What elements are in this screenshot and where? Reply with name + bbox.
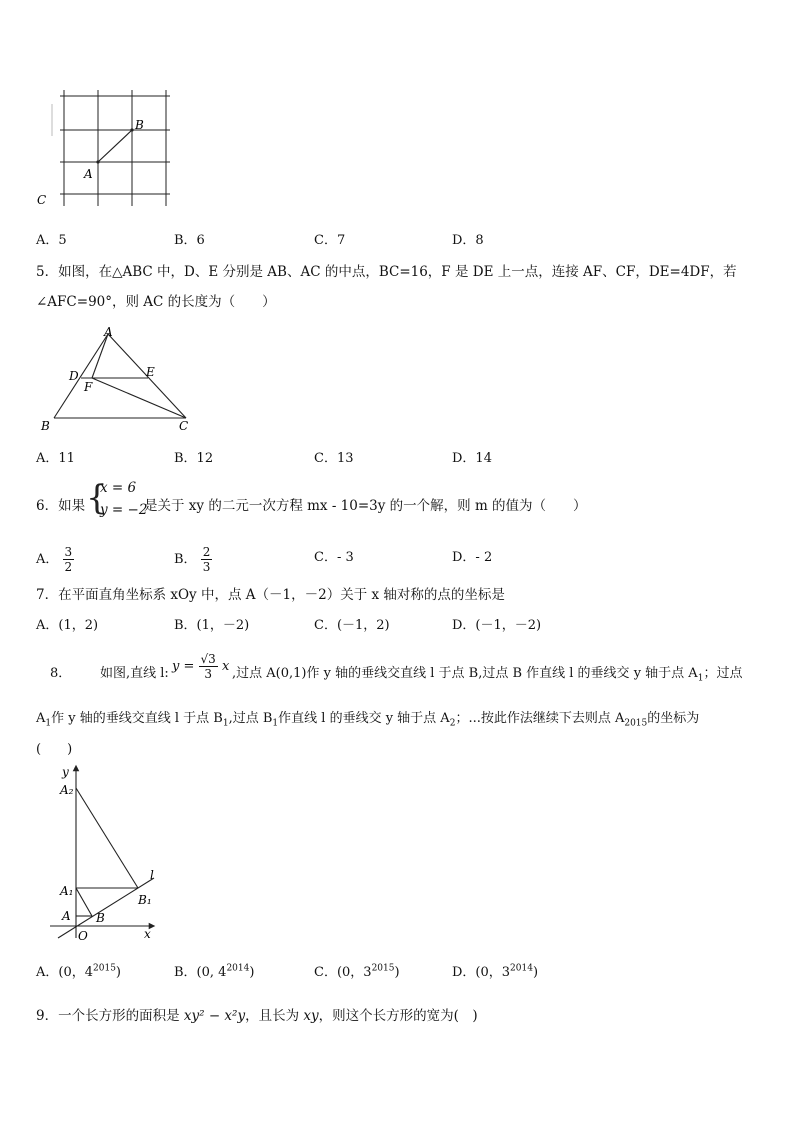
q6-system-line2: y = −2 [100,502,148,518]
q4-grid-figure [36,84,186,214]
q6-option-a[interactable] [36,545,74,574]
q5-label-b: B [41,419,50,433]
q4-options [36,229,756,249]
q8-option-d[interactable] [452,961,538,980]
q6-option-a-denominator: 2 [64,560,73,574]
q8-label-a2: A₂ [60,783,74,797]
q8-text-2a: A [36,711,46,726]
q5-options [36,447,756,467]
q7-option-b[interactable]: B．(1，－2) [174,618,250,633]
q8-option-c[interactable] [314,961,400,980]
q8-text-2d: 作直线 l 的垂线交 y 轴于点 A [278,711,450,726]
q8-text-1b-sub: 1 [697,673,704,684]
q9-expression: xy² − x²y [183,1008,246,1024]
q8-number: 8． [50,666,72,681]
q6-stem-text: 是关于 xy 的二元一次方程 mx - 10=3y 的一个解，则 m 的值为（ ） [144,498,587,514]
q5-option-d[interactable]: D．14 [452,451,492,466]
q8-option-c-base: C．(0，3 [314,965,372,980]
q4-label-c: C [37,193,47,207]
q9-text-a: 9．一个长方形的面积是 [36,1008,184,1024]
q8-coordinate-figure [40,762,170,947]
q8-text-2e-sub: 2015 [624,718,648,729]
q8-label-b: B [96,911,105,925]
q8-option-a-close: ) [115,965,121,980]
q8-eq-fraction [199,652,218,681]
q5-stem-line1: 5．如图，在△ABC 中，D、E 分别是 AB、AC 的中点，BC=16，F 是 DE 上一点，连接 AF、CF，DE=4DF，若 [36,264,737,280]
q7-option-d[interactable]: D．(－1，－2) [452,618,542,633]
q8-option-a[interactable] [36,961,121,980]
q5-label-d: D [69,369,79,383]
q5-label-a: A [104,325,113,339]
q8-option-b-base: B．(0, 4 [174,965,227,980]
q4-option-c[interactable]: C．7 [314,233,346,248]
q8-equation [172,652,229,681]
q9-text-b: ，且长为 [245,1008,304,1024]
q6-system-line1: x = 6 [100,480,137,496]
q8-text-2c-sub: 1 [272,718,279,729]
q6-option-a-numerator: 3 [64,545,73,559]
q8-option-b[interactable] [174,961,254,980]
q8-option-b-close: ) [249,965,255,980]
q7-option-a[interactable]: A．(1，2) [36,618,99,633]
q8-option-d-exp: 2014 [510,963,533,974]
q8-text-1b [232,662,742,684]
q8-text-2b: 作 y 轴的垂线交直线 l 于点 B [51,711,223,726]
q8-text-2a-sub: 1 [45,718,52,729]
q5-label-f: F [84,380,93,394]
q8-eq-denominator: 3 [204,667,212,681]
q6-option-b-fraction [201,545,213,574]
q8-eq-y: y = [172,659,195,674]
q8-stem-line1 [36,650,766,686]
q4-option-b[interactable]: B．6 [174,233,205,248]
q8-label-l: l [150,868,154,882]
q6-option-c[interactable]: C．- 3 [314,550,354,565]
q9-text-c: ，则这个长方形的宽为( ) [318,1008,478,1024]
q8-option-b-exp: 2014 [226,963,250,974]
q6-option-a-label: A． [36,552,59,567]
q4-label-a: A [84,167,93,181]
q8-options [36,961,756,981]
q5-option-b[interactable]: B．12 [174,451,214,466]
q8-option-a-base: A．(0，4 [36,965,94,980]
q4-label-b: B [135,118,144,132]
q4-option-d[interactable]: D．8 [452,233,484,248]
q7-stem: 7．在平面直角坐标系 xOy 中，点 A（－1，－2）关于 x 轴对称的点的坐标是 [36,587,505,603]
q8-text-2b-sub: 1 [222,718,229,729]
q8-text-1b-main: ,过点 A(0,1)作 y 轴的垂线交直线 l 于点 B,过点 B 作直线 l 的垂线交 y 轴于点 A [232,666,698,681]
q8-text-2d-sub: 2 [449,718,456,729]
q6-option-b-denominator: 3 [202,560,211,574]
q8-option-a-exp: 2015 [93,963,116,974]
q5-label-e: E [146,365,155,379]
q8-eq-numerator: √3 [200,652,216,666]
q6-brace-icon: { [86,478,108,518]
q8-label-a: A [62,909,71,923]
q6-option-b[interactable] [174,545,212,574]
q8-option-d-base: D．(0，3 [452,965,511,980]
q7-options [36,614,756,634]
q5-triangle-figure [36,324,201,436]
q8-text-2f: 的坐标为 [647,711,700,726]
q8-stem-line2 [36,707,699,729]
q8-text-1c: ；过点 [703,666,743,681]
q8-stem-line3: ( ) [36,742,73,757]
q6-options [36,537,756,575]
q8-text-2c: ,过点 B [228,711,273,726]
q9-length: xy [303,1008,319,1024]
q6-prefix: 6．如果 [36,498,86,514]
q8-label-y: y [62,765,69,779]
q5-option-c[interactable]: C．13 [314,451,354,466]
q8-option-c-close: ) [394,965,400,980]
q7-option-c[interactable]: C．(－1，2) [314,618,390,633]
q8-text-1a: 如图,直线 l: [100,666,169,681]
q8-option-d-close: ) [532,965,539,980]
q8-label-b1: B₁ [138,893,152,907]
q4-option-a[interactable]: A．5 [36,233,67,248]
q8-option-c-exp: 2015 [371,963,395,974]
q8-label-o: O [78,929,88,943]
q5-label-c: C [179,419,189,433]
q8-label-x: x [144,927,151,941]
q6-option-b-label: B． [174,552,197,567]
q8-eq-x: x [221,659,230,674]
q5-stem-line2: ∠AFC=90°，则 AC 的长度为（ ） [36,294,276,310]
q6-option-b-numerator: 2 [202,545,211,559]
q8-label-a1: A₁ [60,884,74,898]
q8-text-2e: ；...按此作法继续下去则点 A [455,711,625,726]
q5-option-a[interactable]: A．11 [36,451,75,466]
q6-option-a-fraction [63,545,75,574]
q6-option-d[interactable]: D．- 2 [452,550,493,565]
q9-stem [36,1004,478,1024]
